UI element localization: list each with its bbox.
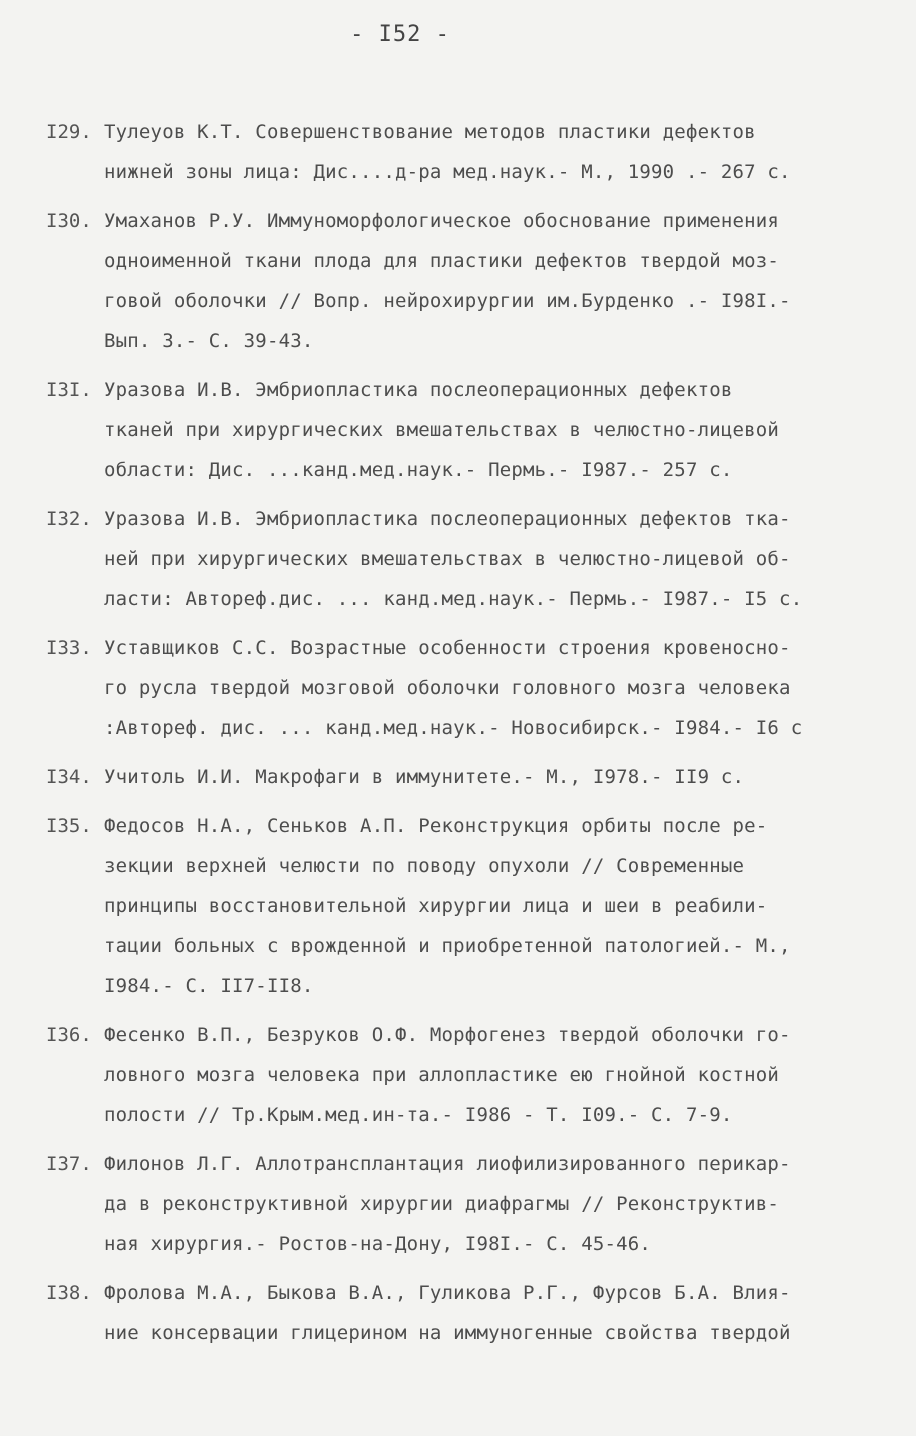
reference-line: Фролова М.А., Быкова В.А., Гуликова Р.Г., Фурсов Б.А. Влия- [104,1282,791,1304]
reference-line: Вып. 3.- С. 39-43. [104,330,314,352]
reference-line: принципы восстановительной хирургии лица и шеи в реабили- [104,895,768,917]
reference-line: Уразова И.В. Эмбриопластика послеоперационных дефектов [104,379,733,401]
reference-line: тканей при хирургических вмешательствах в челюстно-лицевой [104,419,780,441]
reference-number: I32. [46,508,92,530]
reference-entry [46,370,886,490]
reference-text [104,757,886,797]
reference-number: I29. [46,121,92,143]
reference-line: одноименной ткани плода для пластики дефектов твердой моз- [104,250,780,272]
reference-number: I38. [46,1282,92,1304]
reference-line: зекции верхней челюсти по поводу опухоли // Современные [104,855,745,877]
reference-line: Фесенко В.П., Безруков О.Ф. Морфогенез твердой оболочки го- [104,1024,791,1046]
reference-entry [46,806,886,1006]
reference-line: ней при хирургических вмешательствах в челюстно-лицевой об- [104,548,791,570]
reference-line: тации больных с врожденной и приобретенной патологией.- М., [104,935,791,957]
reference-line: говой оболочки // Вопр. нейрохирургии им.Бурденко .- I98I.- [104,290,791,312]
reference-number: I35. [46,815,92,837]
reference-number: I3I. [46,379,92,401]
reference-line: ловного мозга человека при аллопластике ею гнойной костной [104,1064,780,1086]
reference-entry [46,201,886,361]
reference-line: нижней зоны лица: Дис....д-ра мед.наук.- М., 1990 .- 267 с. [104,161,791,183]
reference-entry [46,112,886,192]
reference-entry [46,1144,886,1264]
reference-entry [46,1273,886,1353]
reference-line: Учитоль И.И. Макрофаги в иммунитете.- М., I978.- II9 с. [104,766,745,788]
reference-text [104,1015,886,1135]
reference-line: го русла твердой мозговой оболочки головного мозга человека [104,677,791,699]
reference-text [104,628,886,748]
reference-line: полости // Тр.Крым.мед.ин-та.- I986 - Т. I09.- С. 7-9. [104,1104,733,1126]
reference-line: да в реконструктивной хирургии диафрагмы // Реконструктив- [104,1193,780,1215]
reference-entry [46,1015,886,1135]
reference-line: Уразова И.В. Эмбриопластика послеоперационных дефектов тка- [104,508,791,530]
reference-line: Филонов Л.Г. Аллотрансплантация лиофилизированного перикар- [104,1153,791,1175]
reference-text [104,1273,886,1353]
reference-number: I33. [46,637,92,659]
reference-number: I30. [46,210,92,232]
reference-line: Умаханов Р.У. Иммуноморфологическое обоснование применения [104,210,780,232]
reference-text [104,1144,886,1264]
reference-number: I37. [46,1153,92,1175]
reference-line: ласти: Автореф.дис. ... канд.мед.наук.- Пермь.- I987.- I5 с. [104,588,803,610]
page-number: - I52 - [350,22,450,47]
reference-text [104,112,886,192]
reference-entry [46,757,886,797]
reference-entry [46,499,886,619]
reference-line: I984.- С. II7-II8. [104,975,314,997]
reference-line: ная хирургия.- Ростов-на-Дону, I98I.- С. 45-46. [104,1233,652,1255]
reference-text [104,201,886,361]
reference-line: ние консервации глицерином на иммуногенные свойства твердой [104,1322,791,1344]
reference-line: области: Дис. ...канд.мед.наук.- Пермь.- I987.- 257 с. [104,459,733,481]
reference-list [46,112,886,1362]
reference-line: Уставщиков С.С. Возрастные особенности строения кровеносно- [104,637,791,659]
reference-text [104,806,886,1006]
reference-text [104,499,886,619]
reference-text [104,370,886,490]
reference-number: I36. [46,1024,92,1046]
reference-line: :Автореф. дис. ... канд.мед.наук.- Новосибирск.- I984.- I6 с [104,717,803,739]
reference-number: I34. [46,766,92,788]
reference-line: Тулеуов К.Т. Совершенствование методов пластики дефектов [104,121,756,143]
reference-line: Федосов Н.А., Сеньков А.П. Реконструкция орбиты после ре- [104,815,768,837]
reference-entry [46,628,886,748]
